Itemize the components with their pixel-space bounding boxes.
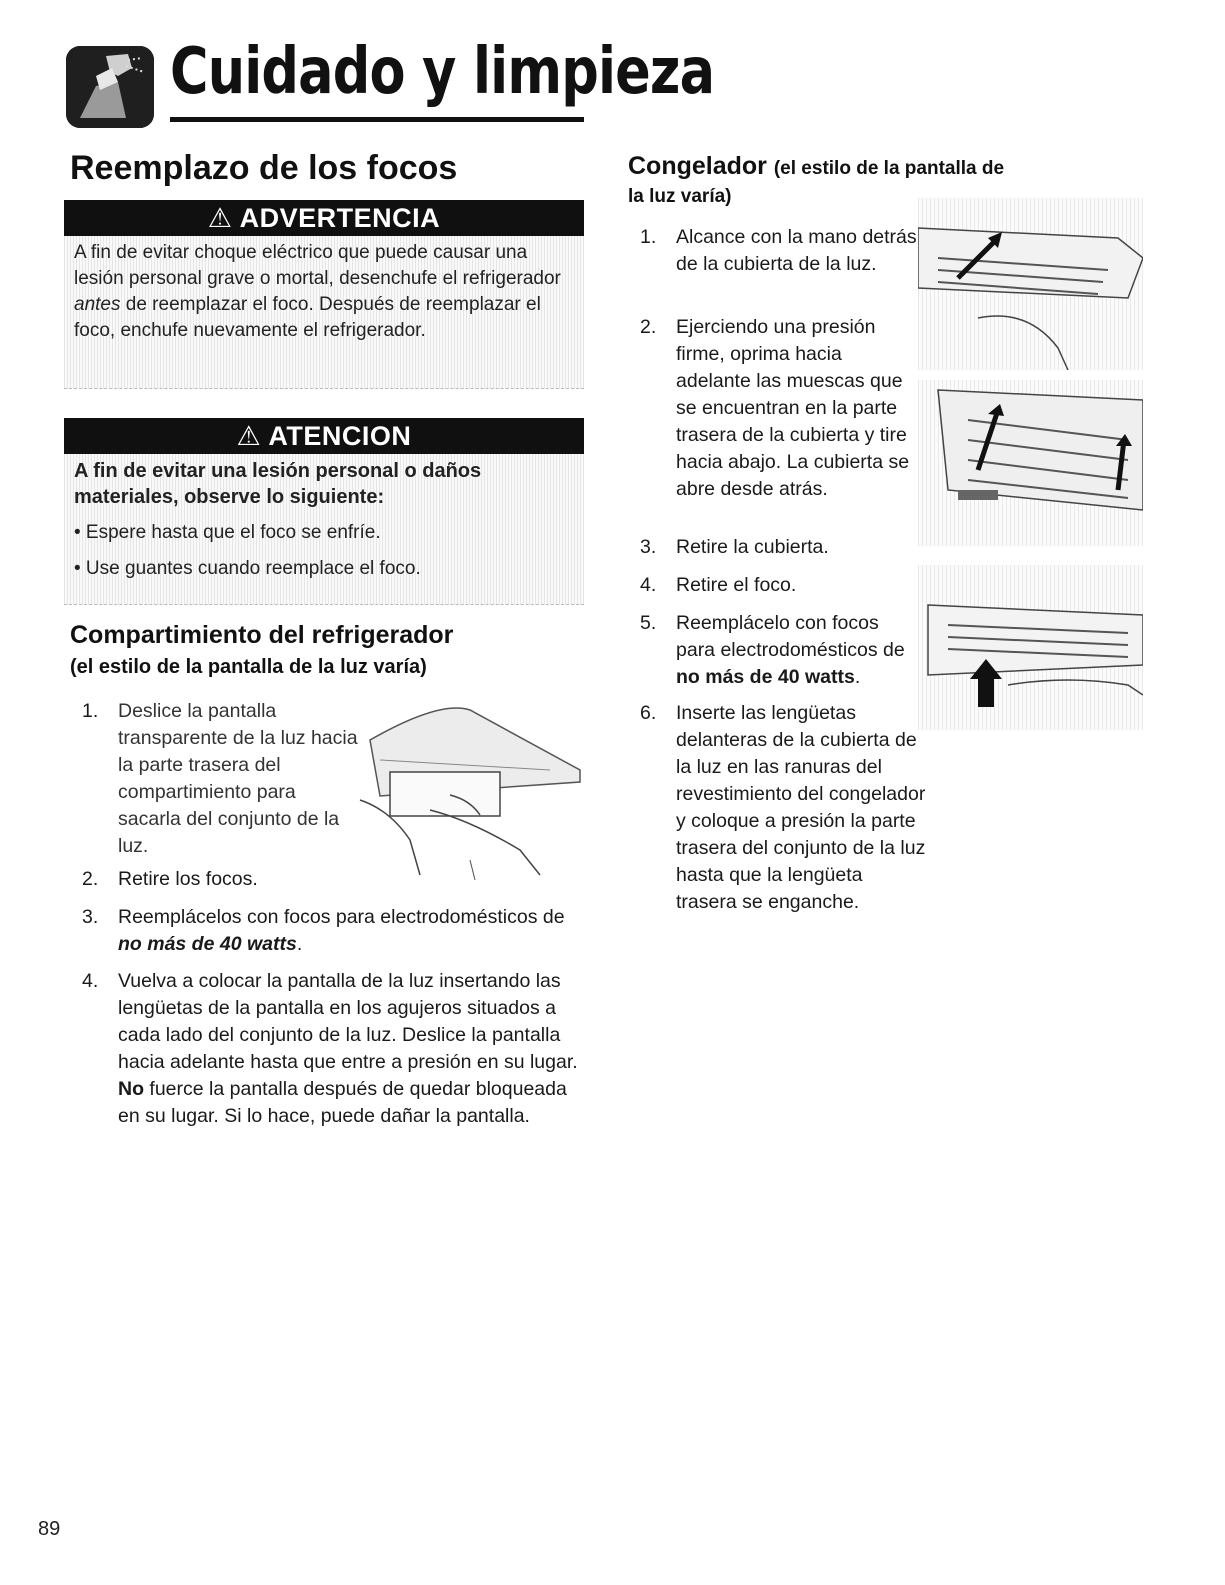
cleaning-spray-icon [66, 46, 154, 128]
list-item: 2. Ejerciendo una presión firme, oprima hacia adelante las muescas que se encuentran en la parte trasera de la cubierta y tire hacia abajo. La cubierta se abre desde atrás. [640, 316, 910, 500]
page-number: 89 [38, 1518, 61, 1540]
warning-text: A fin de evitar choque eléctrico que puede causar una lesión personal grave o mortal, desenchufe el refrigerador antes de reemplazar el foco. Después de reemplazar el foco, enchufe nuevamente el refrigerador. [64, 236, 584, 389]
warning-triangle-icon: ⚠ [236, 421, 262, 451]
caution-header [64, 418, 584, 454]
freezer-cover-illustration-1 [918, 198, 1143, 370]
list-item: 4. Retire el foco. [640, 574, 797, 596]
section-title: Reemplazo de los focos [70, 149, 458, 187]
list-item: 3. Reemplácelos con focos para electrodomésticos de no más de 40 watts. [82, 906, 565, 955]
list-item: 1. Alcance con la mano detrás de la cubierta de la luz. [640, 226, 917, 275]
subsection-subtitle: (el estilo de la pantalla de la luz varía) [70, 656, 427, 678]
freezer-title-line2: la luz varía) [628, 186, 732, 207]
subsection-title: Compartimiento del refrigerador [70, 621, 454, 649]
caution-bullet: • Use guantes cuando reemplace el foco. [74, 558, 421, 579]
caution-bullet: • Espere hasta que el foco se enfríe. [74, 522, 381, 543]
list-item: 6. Inserte las lengüetas delanteras de la cubierta de la luz en las ranuras del revestimiento del congelador y coloque a presión la parte trasera del conjunto de la luz hasta que la lengüeta trasera se enganche. [640, 702, 926, 913]
freezer-title: Congelador (el estilo de la pantalla de [628, 152, 1005, 180]
list-item: 2. Retire los focos. [82, 868, 258, 890]
warning-triangle-icon: ⚠ [207, 203, 233, 233]
list-item: 1. Deslice la pantalla transparente de la luz hacia la parte trasera del compartimiento para sacarla del conjunto de la luz. [82, 700, 358, 857]
page-title: Cuidado y limpieza [170, 35, 715, 109]
caution-heading: A fin de evitar una lesión personal o daños materiales, observe lo siguiente: [74, 460, 482, 508]
warning-header [64, 200, 584, 236]
caution-text [64, 454, 584, 605]
freezer-cover-illustration-2 [918, 380, 1143, 546]
caution-box [64, 418, 584, 605]
list-item: 3. Retire la cubierta. [640, 536, 829, 558]
list-item: 5. Reemplácelo con focos para electrodomésticos de no más de 40 watts. [640, 612, 905, 688]
warning-box [64, 200, 584, 389]
light-shield-illustration [350, 700, 590, 880]
list-item: 4. Vuelva a colocar la pantalla de la luz insertando las lengüetas de la pantalla en los agujeros situados a cada lado del conjunto de la luz. Deslice la pantalla hacia adelante hasta que entre a presión en su lugar. No fuerce la pantalla después de quedar bloqueada en su lugar. Si lo hace, puede dañar la pantalla. [82, 970, 578, 1127]
caution-label: ATENCION [268, 421, 412, 451]
warning-label: ADVERTENCIA [239, 203, 441, 233]
freezer-cover-illustration-3 [918, 565, 1143, 730]
title-underline [170, 117, 584, 122]
